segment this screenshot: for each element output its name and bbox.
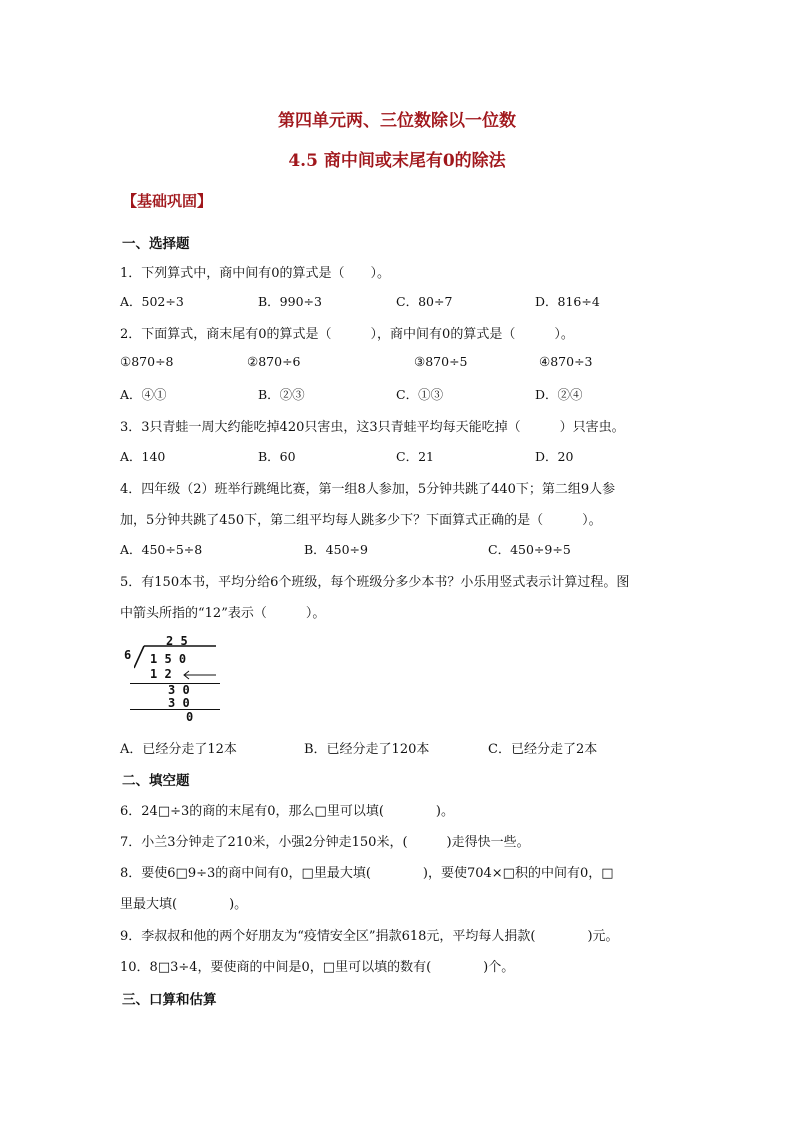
q4-option-b: B．450÷9 bbox=[304, 542, 368, 557]
page-subtitle: 4.5 商中间或末尾有0的除法 bbox=[288, 151, 506, 171]
q1-option-c: C．80÷7 bbox=[396, 294, 453, 309]
q4-option-c: C．450÷9÷5 bbox=[488, 542, 571, 557]
q1-option-d: D．816÷4 bbox=[535, 294, 600, 309]
q2-text: 2．下面算式，商末尾有0的算式是（ ），商中间有0的算式是（ ）。 bbox=[120, 327, 574, 342]
q2-item-1: ①870÷8 bbox=[120, 354, 174, 369]
q3-text: 3．3只青蛙一周大约能吃掉420只害虫，这3只青蛙平均每天能吃掉（ ）只害虫。 bbox=[120, 420, 625, 435]
calc-quotient: 2 5 bbox=[166, 634, 188, 648]
q8-line2: 里最大填( )。 bbox=[120, 897, 248, 912]
q5-line2: 中箭头所指的“12”表示（ ）。 bbox=[120, 606, 326, 621]
q8-line1: 8．要使6□9÷3的商中间有0，□里最大填( )，要使704×□积的中间有0，□ bbox=[120, 866, 614, 881]
part2-heading: 二、填空题 bbox=[122, 773, 190, 789]
q2-option-b: B．②③ bbox=[258, 387, 305, 402]
q5-option-a: A．已经分走了12本 bbox=[120, 742, 237, 757]
q4-option-a: A．450÷5÷8 bbox=[120, 542, 203, 557]
page-title: 第四单元两、三位数除以一位数 bbox=[278, 111, 516, 131]
q2-item-2: ②870÷6 bbox=[247, 354, 301, 369]
q1-text: 1．下列算式中，商中间有0的算式是（ ）。 bbox=[120, 266, 391, 281]
q2-option-d: D．②④ bbox=[535, 387, 583, 402]
q4-line2: 加，5分钟共跳了450下，第二组平均每人跳多少下？下面算式正确的是（ ）。 bbox=[120, 513, 602, 528]
section-tag: 【基础巩固】 bbox=[122, 192, 213, 210]
q10-text: 10．8□3÷4，要使商的中间是0，□里可以填的数有( )个。 bbox=[120, 960, 515, 975]
calc-step2: 3 0 bbox=[168, 683, 190, 697]
q5-line1: 5．有150本书，平均分给6个班级，每个班级分多少本书？小乐用竖式表示计算过程。图 bbox=[120, 575, 630, 590]
calc-step1: 1 2 bbox=[150, 667, 172, 681]
q2-option-a: A．④① bbox=[120, 387, 167, 402]
q2-option-c: C．①③ bbox=[396, 387, 444, 402]
q1-option-b: B．990÷3 bbox=[258, 294, 322, 309]
q3-option-a: A．140 bbox=[120, 449, 166, 464]
q2-item-3: ③870÷5 bbox=[414, 354, 468, 369]
q3-option-b: B．60 bbox=[258, 449, 296, 464]
q2-item-4: ④870÷3 bbox=[539, 354, 593, 369]
q4-line1: 4．四年级（2）班举行跳绳比赛，第一组8人参加，5分钟共跳了440下；第二组9人参 bbox=[120, 482, 616, 497]
q3-option-c: C．21 bbox=[396, 449, 434, 464]
calc-step3: 3 0 bbox=[168, 696, 190, 710]
calc-dividend: 1 5 0 bbox=[150, 652, 187, 666]
calc-remainder: 0 bbox=[186, 710, 194, 724]
long-division-figure bbox=[122, 632, 222, 724]
calc-divisor: 6 bbox=[124, 648, 132, 662]
calc-rule-2 bbox=[130, 709, 220, 710]
q1-option-a: A．502÷3 bbox=[120, 294, 184, 309]
q3-option-d: D．20 bbox=[535, 449, 574, 464]
q9-text: 9．李叔叔和他的两个好朋友为“疫情安全区”捐款618元，平均每人捐款( )元。 bbox=[120, 929, 619, 944]
arrow-icon bbox=[182, 670, 218, 680]
q5-option-b: B．已经分走了120本 bbox=[304, 742, 430, 757]
part3-heading: 三、口算和估算 bbox=[122, 992, 217, 1008]
q5-option-c: C．已经分走了2本 bbox=[488, 742, 598, 757]
q6-text: 6．24□÷3的商的末尾有0，那么□里可以填( )。 bbox=[120, 804, 454, 819]
q7-text: 7．小兰3分钟走了210米，小强2分钟走150米，( )走得快一些。 bbox=[120, 835, 530, 850]
part1-heading: 一、选择题 bbox=[122, 236, 190, 252]
